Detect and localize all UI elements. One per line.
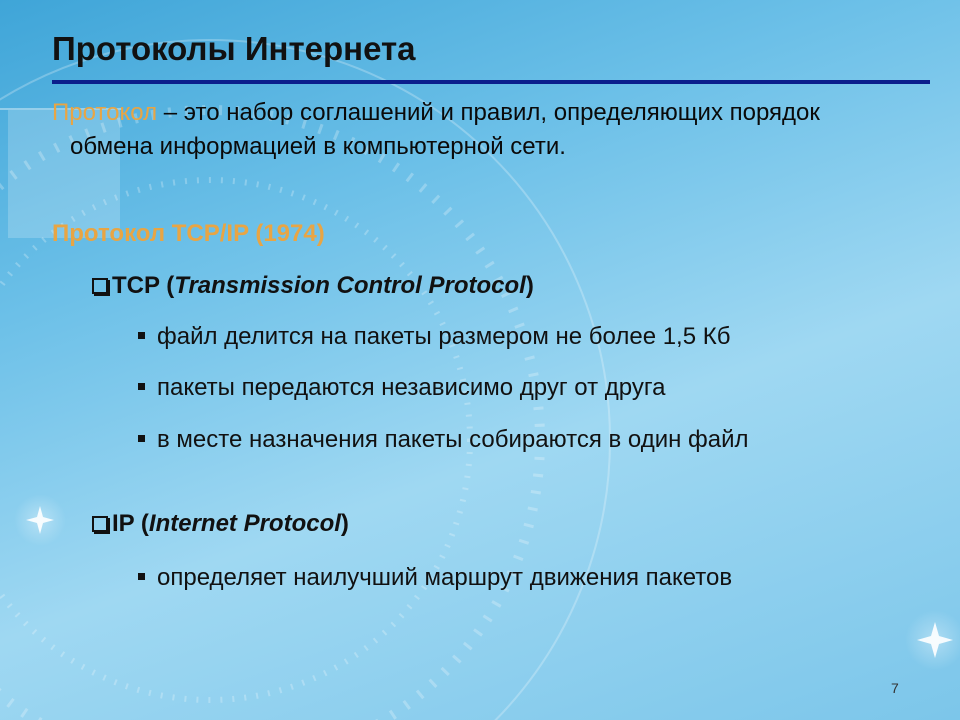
tcp-heading xyxy=(92,272,534,300)
list-item-text: в месте назначения пакеты собираются в один файл xyxy=(157,426,749,453)
bullet-square-icon xyxy=(138,435,145,442)
definition-term: Протокол xyxy=(52,99,158,126)
list-item xyxy=(138,372,938,404)
sparkle-icon xyxy=(905,610,960,670)
slide-title: Протоколы Интернета xyxy=(52,30,416,67)
checkbox-square-icon xyxy=(92,278,108,294)
definition xyxy=(52,96,830,164)
tcp-expansion: Transmission Control Protocol xyxy=(174,272,526,299)
sparkle-icon xyxy=(14,494,66,546)
bullet-square-icon xyxy=(138,383,145,390)
ip-expansion: Internet Protocol xyxy=(148,510,341,537)
title-underline xyxy=(52,80,930,84)
bullet-square-icon xyxy=(138,573,145,580)
tcp-prefix: TCP ( xyxy=(112,272,175,299)
ip-prefix: IP ( xyxy=(112,510,149,537)
list-item xyxy=(138,424,938,456)
list-item-text: файл делится на пакеты размером не более 1,5 Кб xyxy=(157,323,731,350)
subheading: Протокол TCP/IP (1974) xyxy=(52,220,325,247)
ip-suffix: ) xyxy=(340,510,349,537)
list-item xyxy=(138,562,938,594)
tcp-suffix: ) xyxy=(525,272,534,299)
bullet-square-icon xyxy=(138,332,145,339)
definition-text: – это набор соглашений и правил, определяющих порядок обмена информацией в компьютерной сети. xyxy=(70,99,820,160)
list-item-text: пакеты передаются независимо друг от друга xyxy=(157,374,666,401)
page-number: 7 xyxy=(891,680,899,696)
list-item-text: определяет наилучший маршрут движения пакетов xyxy=(157,564,733,591)
list-item xyxy=(138,321,938,353)
ip-heading xyxy=(92,510,349,538)
checkbox-square-icon xyxy=(92,516,108,532)
